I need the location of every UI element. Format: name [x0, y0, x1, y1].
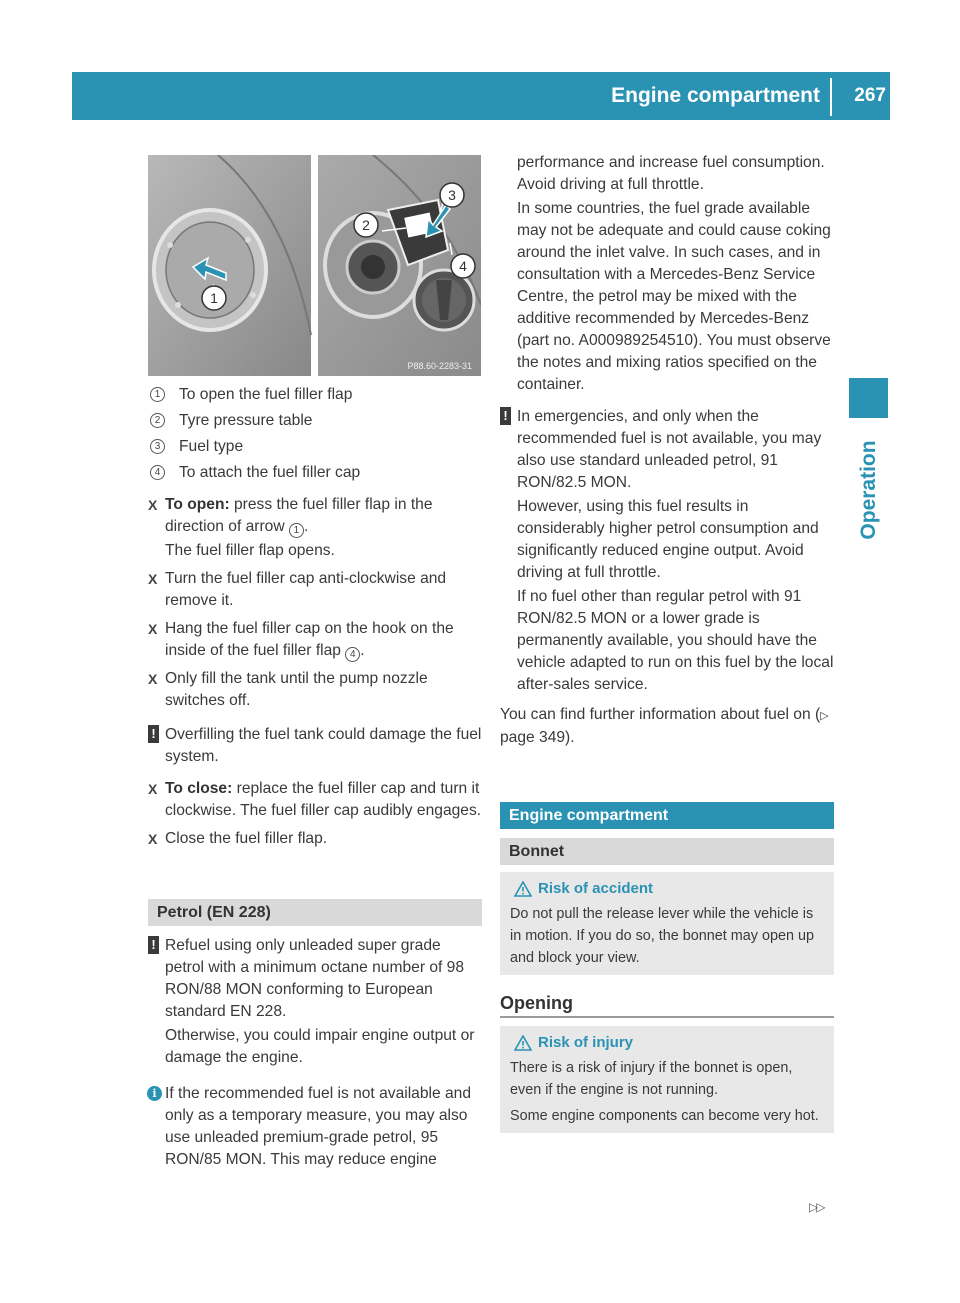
warning-triangle-icon — [514, 1035, 532, 1051]
warning-emergency: ! In emergencies, and only when the recommended fuel is not available, you may also use standard unleaded petrol, 91 RON/82.5 MON. However, using this fuel results in considerably higher petrol consumption and significantly reduced engine output. Avoid driving at full throttle. If no fuel other than regular petrol with 91 RON/82.5 MON or a lower grade is permanently available, you should have the vehicle adapted to run on this fuel by the local after-sales service. — [500, 406, 834, 696]
left-column — [148, 384, 482, 850]
step-fill-tank: X Only fill the tank until the pump nozzle switches off. — [148, 670, 428, 709]
further-info: You can find further information about fuel on (▷ page 349). — [500, 706, 829, 746]
warning-icon: ! — [148, 936, 159, 954]
header-bar — [72, 72, 890, 120]
legend-item: 2 Tyre pressure table — [148, 410, 482, 436]
side-tab-marker — [849, 378, 888, 418]
right-column — [500, 152, 834, 749]
section-heading-bonnet: Bonnet — [500, 838, 834, 865]
warning-triangle-icon — [514, 881, 532, 897]
hazard-risk-of-injury: Risk of injury There is a risk of injury if the bonnet is open, even if the engine is not running. Some engine components can become very hot. — [500, 1026, 834, 1133]
page-ref-link[interactable]: page 349). — [500, 729, 575, 746]
svg-text:3: 3 — [448, 187, 456, 203]
warning-icon: ! — [148, 725, 159, 743]
figure-callout-1 — [202, 286, 226, 310]
figure-callout-4 — [451, 254, 475, 278]
legend-item: 3 Fuel type — [148, 436, 482, 462]
warning-overfill: ! Overfilling the fuel tank could damage the fuel system. — [148, 724, 482, 768]
paragraph: In some countries, the fuel grade available may not be adequate and could cause coking around the inlet valve. In such cases, and in consultation with a Mercedes-Benz Service Centre, the petrol may be mixed with the additive recommended by Mercedes-Benz (part no. A000989254510). You must observe the notes and mixing ratios specified on the container. — [517, 200, 831, 393]
step-turn-cap: X Turn the fuel filler cap anti-clockwise and remove it. — [148, 570, 447, 609]
page-ref-arrow-icon: ▷ — [820, 710, 829, 722]
step-close-flap: X Close the fuel filler flap. — [148, 828, 482, 850]
fuel-filler-illustration — [148, 155, 481, 376]
legend-item: 1 To open the fuel filler flap — [148, 384, 482, 410]
legend-item: 4 To attach the fuel filler cap — [148, 462, 482, 488]
svg-text:4: 4 — [459, 258, 467, 274]
hazard-risk-of-accident: Risk of accident Do not pull the release lever while the vehicle is in motion. If you do so, the bonnet may open up and block your view. — [500, 872, 834, 975]
info-note: i If the recommended fuel is not available and only as a temporary measure, you may also use unleaded premium-grade petrol, 95 RON/85 MON. This may reduce engine — [148, 1083, 482, 1171]
section-heading-engine-compartment: Engine compartment — [500, 802, 834, 829]
petrol-section — [148, 935, 482, 1171]
step-open: X To open: press the fuel filler flap in the direction of arrow 1 . The fuel filler flap opens. — [148, 496, 433, 559]
step-marker: X — [148, 781, 158, 797]
continued-icon: ▷▷ — [809, 1200, 824, 1214]
page-title: Engine compartment — [611, 84, 820, 107]
page-number: 267 — [854, 85, 886, 106]
paragraph: performance and increase fuel consumption. Avoid driving at full throttle. — [517, 154, 825, 193]
warning-icon: ! — [500, 407, 511, 425]
info-icon: i — [147, 1086, 162, 1101]
step-marker: X — [148, 671, 158, 687]
figure-callout-3 — [440, 183, 464, 207]
step-hang-cap: X Hang the fuel filler cap on the hook on the inside of the fuel filler flap 4 . — [148, 620, 454, 660]
step-marker: X — [148, 621, 158, 637]
figure-callout-2 — [354, 213, 378, 237]
side-tab-label: Operation — [857, 440, 880, 540]
section-heading-opening: Opening — [500, 990, 834, 1018]
figure-code: P88.60-2283-31 — [407, 361, 472, 371]
header-divider — [830, 78, 832, 116]
svg-text:1: 1 — [210, 290, 218, 306]
step-close: X To close: replace the fuel filler cap and turn it clockwise. The fuel filler cap audibly engages. — [148, 780, 482, 819]
svg-text:2: 2 — [362, 217, 370, 233]
step-marker: X — [148, 497, 158, 513]
warning-refuel: ! Refuel using only unleaded super grade petrol with a minimum octane number of 98 RON/88 MON conforming to European standard EN 228. Otherwise, you could impair engine output or damage the engine. — [148, 935, 482, 1069]
step-marker: X — [148, 571, 158, 587]
step-marker: X — [148, 831, 158, 847]
section-heading-petrol: Petrol (EN 228) — [148, 899, 482, 926]
